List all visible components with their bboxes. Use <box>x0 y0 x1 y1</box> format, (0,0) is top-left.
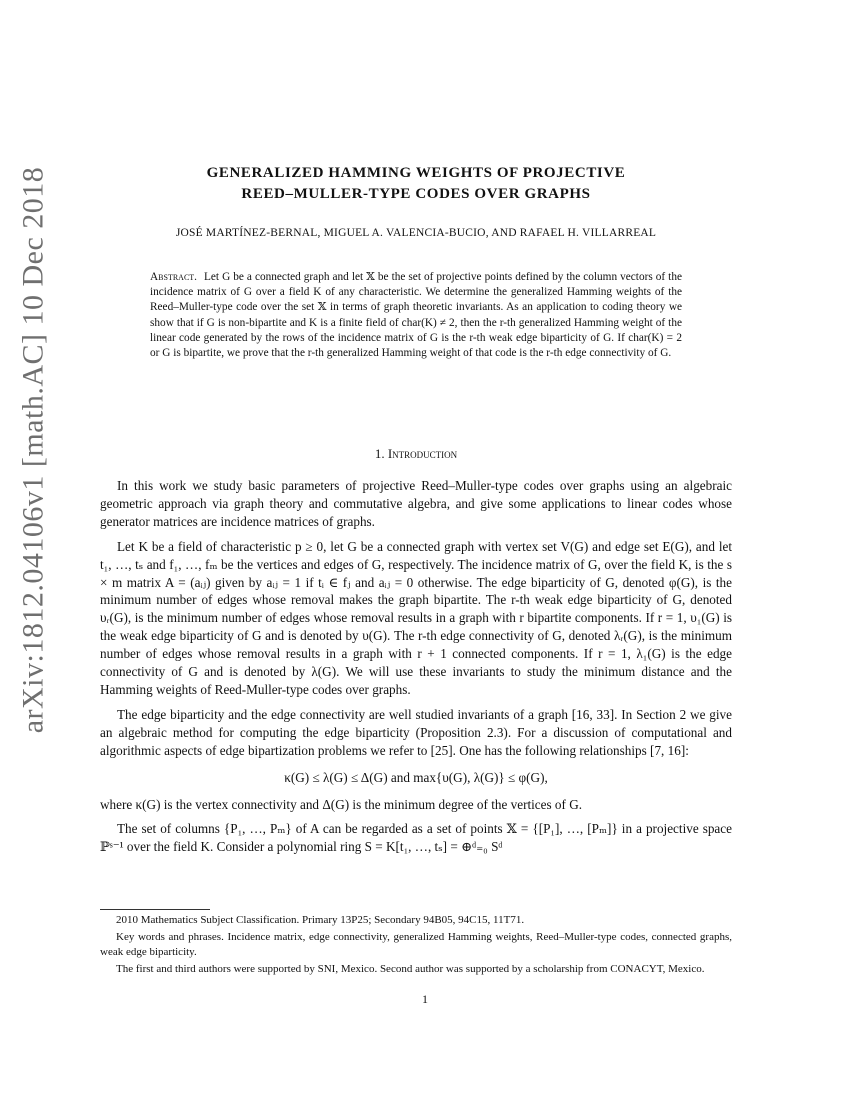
page-number: 1 <box>422 992 428 1006</box>
paragraph-3: The edge biparticity and the edge connectivity are well studied invariants of a graph [16, 33]. In Section 2 we give an algebraic method for computing the edge biparticity (Proposition 2.3). For a discussion of computational and algorithmic aspects of edge bipartization problems we refer to [25]. One has the following relationships [7, 16]: <box>100 706 732 758</box>
arxiv-identifier-text: arXiv:1812.04106v1 [math.AC] 10 Dec 2018 <box>16 166 50 734</box>
title-line-1: GENERALIZED HAMMING WEIGHTS OF PROJECTIVE <box>206 165 626 181</box>
paragraph-1: In this work we study basic parameters of projective Reed–Muller-type codes over graphs using an algebraic geometric approach via graph theory and commutative algebra, and give some applications to linear codes whose generator matrices are incidence matrices of graphs. <box>100 478 732 529</box>
paragraph-2: Let K be a field of characteristic p ≥ 0, let G be a connected graph with vertex set V(G) and edge set E(G), and let t₁, …, tₛ and f₁, …, fₘ be the vertices and edges of G, respectively. The incidence matrix of G, over the field K, is the s × m matrix A = (aᵢⱼ) given by aᵢⱼ = 1 if tᵢ ∈ fⱼ and aᵢⱼ = 0 otherwise. The edge biparticity of G, denoted φ(G), is the minimum number of edges whose removal makes the graph bipartite. The r-th weak edge biparticity of G, denoted υᵣ(G), is the minimum number of edges whose removal results in a graph with r bipartite components. If r = 1, υ₁(G) is the weak edge biparticity of G and is denoted by υ(G). The r-th edge connectivity of G, denoted λᵣ(G), is the minimum number of edges whose removal results in a graph with r + 1 connected components. If r = 1, λ₁(G) is the edge connectivity of G and is denoted by λ(G). We will use these invariants to study the minimum distance and the Hamming weights of Reed-Muller-type codes over graphs. <box>100 538 732 697</box>
paragraph-5: The set of columns {P₁, …, Pₘ} of A can be regarded as a set of points 𝕏 = {[P₁], …, [Pₘ]} in a projective space ℙˢ⁻¹ over the field K. Consider a polynomial ring S = K[t₁, …, tₛ] = ⊕ᵈ₌₀ Sᵈ <box>100 821 732 855</box>
footnotes <box>100 913 732 979</box>
abstract <box>150 270 682 361</box>
display-equation: κ(G) ≤ λ(G) ≤ Δ(G) and max{υ(G), λ(G)} ≤ φ(G), <box>284 769 548 785</box>
body-text <box>100 477 732 863</box>
paragraph-4: where κ(G) is the vertex connectivity and Δ(G) is the minimum degree of the vertices of G. <box>100 796 583 812</box>
section-heading-introduction: 1. Introduction <box>374 446 458 461</box>
paper-title <box>100 163 732 205</box>
title-line-2: REED–MULLER-TYPE CODES OVER GRAPHS <box>241 186 591 202</box>
author-list: JOSÉ MARTÍNEZ-BERNAL, MIGUEL A. VALENCIA-BUCIO, AND RAFAEL H. VILLARREAL <box>175 227 657 239</box>
footnote-rule <box>100 909 210 910</box>
abstract-text: Let G be a connected graph and let 𝕏 be the set of projective points defined by the column vectors of the incidence matrix of G over a field K of any characteristic. We determine the generalized Hamming weights of the Reed–Muller-type code over the set 𝕏 in terms of graph theoretic invariants. As an application to coding theory we show that if G is non-bipartite and K is a finite field of char(K) ≠ 2, then the r-th generalized Hamming weight of the linear code generated by the rows of the incidence matrix of G is the r-th weak edge biparticity of G. If char(K) = 2 or G is bipartite, we prove that the r-th generalized Hamming weight of that code is the r-th edge connectivity of G. <box>150 271 682 360</box>
footnote-keywords: Key words and phrases. Incidence matrix, edge connectivity, generalized Hamming weights, Reed–Muller-type codes, connected graphs, weak edge biparticity. <box>100 931 732 958</box>
footnote-msc: 2010 Mathematics Subject Classification. Primary 13P25; Secondary 94B05, 94C15, 11T71. <box>116 914 525 926</box>
footnote-support: The first and third authors were supported by SNI, Mexico. Second author was supported by a scholarship from CONACYT, Mexico. <box>116 963 705 975</box>
abstract-label: Abstract. <box>150 271 197 283</box>
arxiv-identifier <box>8 166 58 734</box>
